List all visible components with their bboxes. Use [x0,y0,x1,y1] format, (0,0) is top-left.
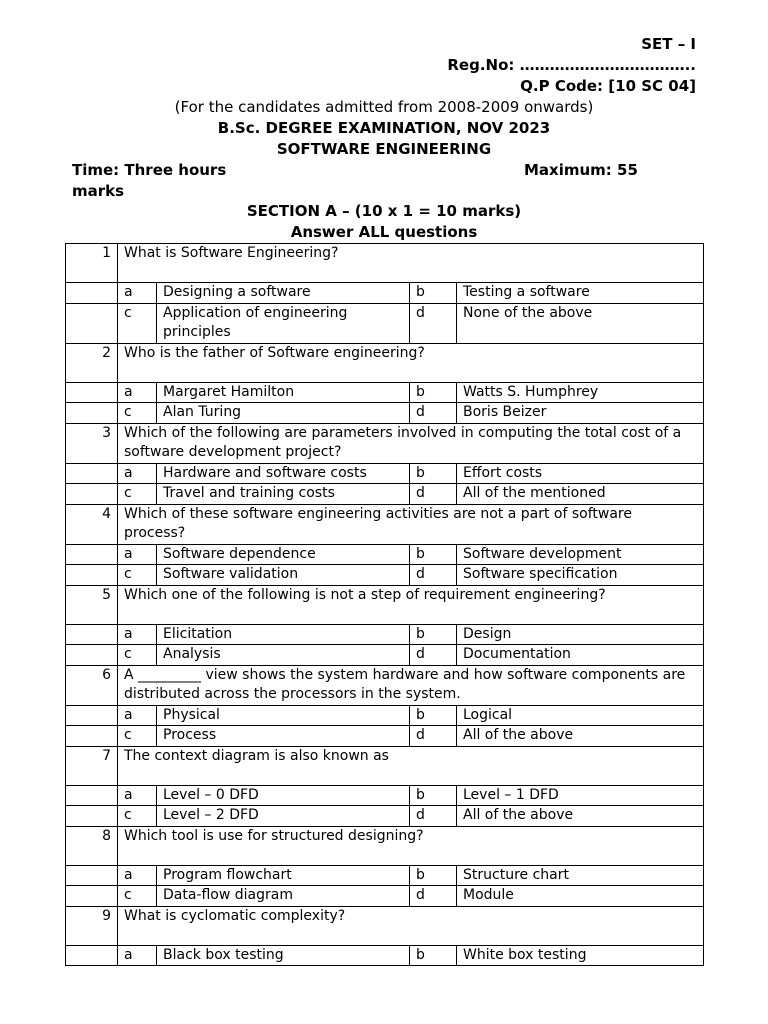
blank-cell [66,705,118,726]
option-row [66,806,704,827]
option-row [66,705,704,726]
question-row [66,343,704,382]
question-number: 2 [66,343,118,382]
option-row [66,382,704,403]
blank-cell [66,403,118,424]
option-row [66,303,704,343]
question-text: Which of the following are parameters involved in computing the total cost of a software development project? [118,423,704,463]
option-letter: b [410,945,457,966]
option-text: All of the mentioned [457,484,704,505]
option-text: All of the above [457,726,704,747]
option-text: Hardware and software costs [157,463,410,484]
question-text: Which one of the following is not a step of requirement engineering? [118,585,704,624]
option-letter: a [118,382,157,403]
blank-cell [66,865,118,886]
option-text: Process [157,726,410,747]
blank-cell [66,806,118,827]
question-row [66,906,704,945]
option-text: Margaret Hamilton [157,382,410,403]
questions-table [65,243,704,966]
option-text: Application of engineering principles [157,303,410,343]
time-label: Time: Three hours [72,161,227,179]
question-number: 1 [66,244,118,283]
option-text: Alan Turing [157,403,410,424]
option-letter: b [410,382,457,403]
question-number: 5 [66,585,118,624]
option-letter: c [118,806,157,827]
option-text: Software dependence [157,544,410,565]
option-text: Design [457,624,704,645]
blank-cell [66,544,118,565]
option-letter: b [410,705,457,726]
option-row [66,565,704,586]
question-row [66,665,704,705]
option-text: Testing a software [457,283,704,304]
option-row [66,624,704,645]
question-number: 6 [66,665,118,705]
question-text: What is Software Engineering? [118,244,704,283]
option-row [66,283,704,304]
option-text: Elicitation [157,624,410,645]
question-text: Which tool is use for structured designing? [118,826,704,865]
admission-note: (For the candidates admitted from 2008-2009 onwards) [174,98,594,116]
blank-cell [66,484,118,505]
option-letter: d [410,565,457,586]
option-letter: d [410,403,457,424]
option-text: Physical [157,705,410,726]
question-text: Who is the father of Software engineering? [118,343,704,382]
option-letter: a [118,865,157,886]
option-row [66,886,704,907]
option-letter: c [118,886,157,907]
qp-code: Q.P Code: [10 SC 04] [520,77,696,95]
option-letter: d [410,645,457,666]
option-text: Software specification [457,565,704,586]
option-text: Structure chart [457,865,704,886]
blank-cell [66,785,118,806]
option-letter: c [118,645,157,666]
question-row [66,423,704,463]
blank-cell [66,283,118,304]
option-text: Black box testing [157,945,410,966]
question-row [66,504,704,544]
option-text: None of the above [457,303,704,343]
option-letter: a [118,705,157,726]
blank-cell [66,886,118,907]
option-letter: b [410,463,457,484]
option-text: Data-flow diagram [157,886,410,907]
blank-cell [66,565,118,586]
question-text: Which of these software engineering activities are not a part of software process? [118,504,704,544]
blank-cell [66,645,118,666]
option-letter: d [410,886,457,907]
blank-cell [66,463,118,484]
option-letter: d [410,726,457,747]
question-number: 4 [66,504,118,544]
option-text: Level – 1 DFD [457,785,704,806]
question-text: The context diagram is also known as [118,746,704,785]
subject-title: SOFTWARE ENGINEERING [276,140,492,158]
option-letter: a [118,785,157,806]
question-number: 7 [66,746,118,785]
option-row [66,403,704,424]
option-text: Software development [457,544,704,565]
option-text: Program flowchart [157,865,410,886]
option-row [66,945,704,966]
question-row [66,585,704,624]
option-text: Software validation [157,565,410,586]
question-row [66,826,704,865]
option-text: Watts S. Humphrey [457,382,704,403]
marks-label: marks [72,182,125,200]
option-letter: a [118,945,157,966]
option-letter: b [410,283,457,304]
option-row [66,726,704,747]
option-row [66,463,704,484]
option-text: White box testing [457,945,704,966]
option-text: All of the above [457,806,704,827]
option-letter: a [118,624,157,645]
option-row [66,645,704,666]
option-letter: c [118,484,157,505]
blank-cell [66,624,118,645]
set-label: SET – I [641,35,696,53]
option-letter: b [410,785,457,806]
blank-cell [66,726,118,747]
option-letter: c [118,303,157,343]
instruction: Answer ALL questions [290,223,478,241]
option-letter: a [118,463,157,484]
section-heading: SECTION A – (10 x 1 = 10 marks) [246,202,522,220]
question-text: What is cyclomatic complexity? [118,906,704,945]
option-text: Documentation [457,645,704,666]
option-letter: c [118,403,157,424]
option-row [66,544,704,565]
blank-cell [66,382,118,403]
option-text: Logical [457,705,704,726]
option-text: Level – 2 DFD [157,806,410,827]
question-row [66,244,704,283]
option-letter: b [410,624,457,645]
option-letter: b [410,544,457,565]
option-text: Level – 0 DFD [157,785,410,806]
option-letter: b [410,865,457,886]
option-text: Designing a software [157,283,410,304]
maximum-label: Maximum: 55 [524,161,638,179]
reg-no: Reg.No: …………………………….. [447,56,696,74]
question-number: 3 [66,423,118,463]
option-letter: a [118,544,157,565]
option-text: Boris Beizer [457,403,704,424]
option-text: Effort costs [457,463,704,484]
question-text: A _________ view shows the system hardware and how software components are distributed across the processors in the system. [118,665,704,705]
blank-cell [66,945,118,966]
option-row [66,484,704,505]
question-row [66,746,704,785]
question-number: 8 [66,826,118,865]
option-text: Module [457,886,704,907]
option-row [66,785,704,806]
option-letter: d [410,806,457,827]
option-letter: d [410,303,457,343]
option-text: Analysis [157,645,410,666]
degree-title: B.Sc. DEGREE EXAMINATION, NOV 2023 [217,119,551,137]
option-letter: c [118,726,157,747]
option-letter: a [118,283,157,304]
question-number: 9 [66,906,118,945]
blank-cell [66,303,118,343]
option-letter: c [118,565,157,586]
option-letter: d [410,484,457,505]
option-row [66,865,704,886]
option-text: Travel and training costs [157,484,410,505]
